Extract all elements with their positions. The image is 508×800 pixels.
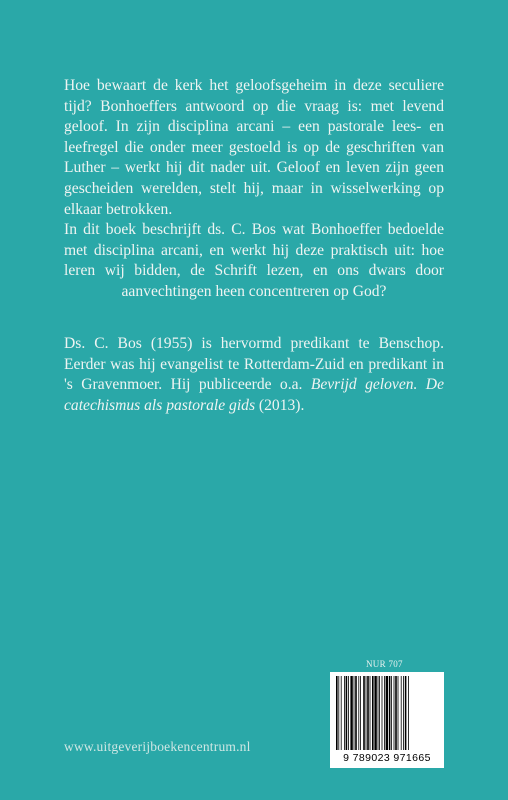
barcode-bar: [394, 676, 395, 750]
barcode-bar: [370, 676, 371, 750]
barcode-bars: [334, 676, 440, 750]
barcode-bar: [374, 676, 376, 750]
barcode-bar: [355, 676, 357, 750]
barcode-bar: [363, 676, 365, 750]
back-cover-blurb: [64, 76, 444, 303]
barcode-bar: [346, 676, 348, 750]
barcode-bar: [354, 676, 355, 750]
barcode-bar: [366, 676, 367, 750]
publisher-website[interactable]: www.uitgeverijboekencentrum.nl: [64, 739, 251, 754]
barcode-bar: [395, 676, 397, 750]
blurb-paragraph-2: In dit boek beschrijft ds. C. Bos wat Bonhoeffer bedoelde met disciplina arcani, en werkt hij deze praktisch uit: hoe leren wij bidden, de Schrift lezen, en ons dwars door aanvechtingen heen concentreren op God?: [64, 221, 444, 300]
barcode-bar: [401, 676, 402, 750]
barcode-bar: [358, 676, 359, 750]
barcode-bar: [405, 676, 407, 750]
barcode-bar: [348, 676, 349, 750]
author-bio-year: (2013).: [255, 396, 305, 414]
author-bio-text: Ds. C. Bos (1955) is hervormd predikant te Benschop. Eerder was hij evangelist te Rotterdam-Zuid en predikant in 's Gravenmoer. Hij publiceerde o.a.: [64, 335, 444, 394]
barcode-bar: [398, 676, 399, 750]
barcode-bar: [379, 676, 380, 750]
barcode-bar: [350, 676, 352, 750]
barcode-bar: [382, 676, 383, 750]
barcode-bar: [403, 676, 404, 750]
isbn-barcode: [330, 672, 444, 768]
barcode-bar: [378, 676, 379, 750]
barcode-bar: [386, 676, 388, 750]
barcode-bar: [384, 676, 385, 750]
book-title-italic: Bevrijd geloven. De catechismus als pastorale gids: [64, 376, 444, 414]
barcode-bar: [338, 676, 339, 750]
barcode-bar: [367, 676, 369, 750]
barcode-bar: [389, 676, 391, 750]
barcode-bar: [360, 676, 361, 750]
nur-code: NUR 707: [366, 659, 403, 669]
barcode-bar: [341, 676, 342, 750]
barcode-bar: [372, 676, 374, 750]
barcode-bar: [408, 676, 409, 750]
author-bio: [64, 334, 444, 416]
barcode-bar: [391, 676, 392, 750]
blurb-paragraph-1: Hoe bewaart de kerk het geloofsgeheim in deze seculiere tijd? Bonhoeffers antwoord op die vraag is: met levend geloof. In zijn disciplina arcani – een pastorale lees- en leefregel die onder meer gestoeld is op de geschriften van Luther – werkt hij dit nader uit. Geloof en leven zijn geen gescheiden werelden, stelt hij, maar in wisselwerking op elkaar betrokken.: [64, 77, 444, 218]
isbn-number: 9 789023 971665: [343, 752, 431, 764]
barcode-bar: [336, 676, 338, 750]
barcode-bar: [344, 676, 345, 750]
